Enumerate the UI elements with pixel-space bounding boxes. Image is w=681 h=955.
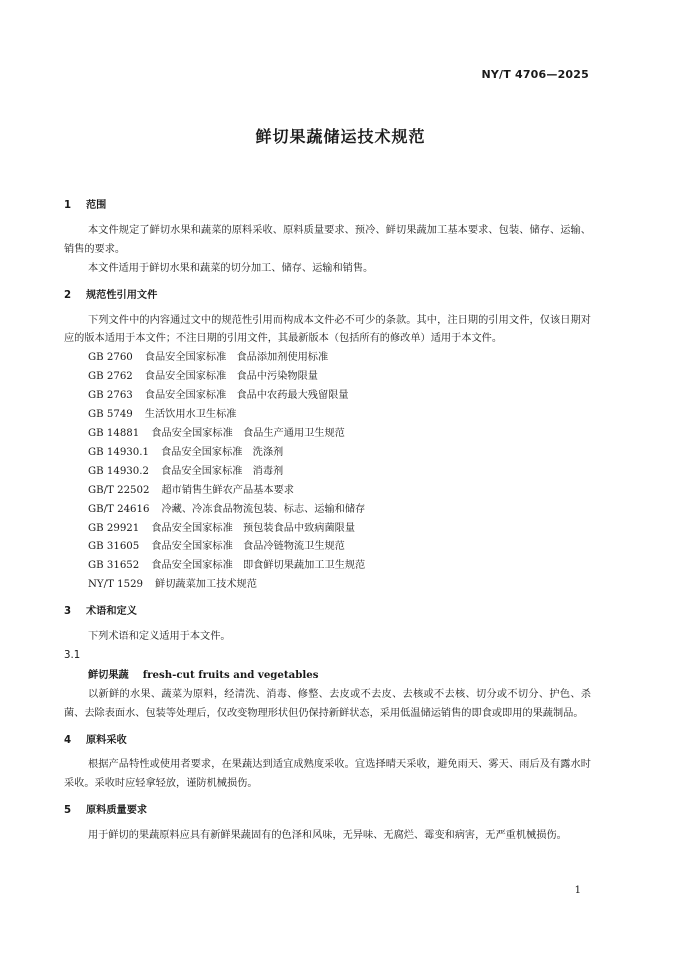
reference-code: GB 2763 — [88, 390, 133, 402]
section-title: 范围 — [86, 200, 107, 211]
paragraph: 下列术语和定义适用于本文件。 — [88, 631, 231, 643]
term-number: 3.1 — [64, 649, 81, 661]
reference-title: 冷藏、冷冻食品物流包装、标志、运输和储存 — [161, 503, 366, 515]
reference-item — [64, 557, 591, 576]
reference-item — [64, 406, 591, 425]
reference-item — [64, 463, 591, 482]
reference-item — [64, 387, 591, 406]
reference-title: 食品安全国家标准 食品添加剂使用标准 — [144, 352, 329, 364]
section-title: 规范性引用文件 — [86, 289, 158, 301]
term-english: fresh-cut fruits and vegetables — [142, 668, 319, 681]
section-title: 原料质量要求 — [86, 805, 148, 817]
document-title: 鲜切果蔬储运技术规范 — [255, 127, 426, 146]
reference-code: NY/T 1529 — [88, 579, 144, 591]
reference-title: 食品安全国家标准 食品冷链物流卫生规范 — [151, 541, 345, 553]
section-number: 3 — [64, 606, 72, 618]
reference-item — [64, 501, 591, 520]
section-title: 原料采收 — [86, 734, 127, 746]
reference-code: GB/T 24616 — [88, 503, 150, 515]
reference-title: 鲜切蔬菜加工技术规范 — [155, 579, 257, 591]
reference-item — [64, 538, 591, 557]
reference-code: GB 31605 — [88, 541, 140, 553]
reference-title: 生活饮用水卫生标准 — [144, 409, 237, 421]
section-5-heading — [64, 802, 591, 821]
section-2-heading — [64, 287, 591, 306]
reference-title: 食品安全国家标准 消毒剂 — [161, 465, 284, 477]
document-body — [64, 197, 591, 846]
reference-title: 食品安全国家标准 预包装食品中致病菌限量 — [151, 522, 356, 534]
term-chinese: 鲜切果蔬 — [88, 669, 129, 681]
reference-title: 食品安全国家标准 食品中农药最大残留限量 — [144, 390, 349, 402]
reference-title: 超市销售生鲜农产品基本要求 — [161, 484, 294, 496]
section-3-heading — [64, 603, 591, 622]
reference-code: GB 29921 — [88, 522, 140, 534]
section-number: 5 — [64, 805, 72, 817]
reference-item — [64, 425, 591, 444]
reference-item — [64, 482, 591, 501]
paragraph: 下列文件中的内容通过文中的规范性引用而构成本文件必不可少的条款。其中，注日期的引用文件，仅该日期对应的版本适用于本文件；不注日期的引用文件，其最新版本（包括所有的修改单）适用于本文件。 — [64, 314, 591, 345]
standard-number: NY/T 4706—2025 — [481, 68, 589, 81]
reference-list — [64, 349, 591, 595]
term-definition: 以新鲜的水果、蔬菜为原料，经清洗、消毒、修整、去皮或不去皮、去核或不去核、切分或不切分、护色、杀菌、去除表面水、包装等处理后，仅改变物理形状但仍保持新鲜状态，采用低温储运销售的即食或即用的果蔬制品。 — [64, 688, 591, 719]
reference-item — [64, 444, 591, 463]
section-number: 2 — [64, 289, 72, 301]
paragraph: 用于鲜切的果蔬原料应具有新鲜果蔬固有的色泽和风味，无异味、无腐烂、霉变和病害，无严重机械损伤。 — [88, 830, 567, 842]
reference-code: GB 14881 — [88, 427, 140, 439]
section-number: 4 — [64, 734, 72, 746]
reference-title: 食品安全国家标准 食品中污染物限量 — [144, 371, 318, 383]
reference-code: GB/T 22502 — [88, 484, 150, 496]
section-1-heading — [64, 197, 591, 216]
paragraph: 本文件规定了鲜切水果和蔬菜的原料采收、原料质量要求、预冷、鲜切果蔬加工基本要求、包装、储存、运输、销售的要求。 — [64, 224, 591, 255]
reference-code: GB 2762 — [88, 371, 133, 383]
reference-code: GB 2760 — [88, 352, 133, 364]
reference-item — [64, 349, 591, 368]
reference-item — [64, 520, 591, 539]
reference-title: 食品安全国家标准 食品生产通用卫生规范 — [151, 427, 345, 439]
reference-code: GB 14930.2 — [88, 465, 149, 477]
section-title: 术语和定义 — [86, 606, 137, 618]
reference-code: GB 14930.1 — [88, 446, 149, 458]
reference-item — [64, 576, 591, 595]
reference-title: 食品安全国家标准 洗涤剂 — [161, 446, 284, 458]
section-number: 1 — [64, 200, 72, 211]
term-heading — [64, 666, 591, 686]
reference-code: GB 5749 — [88, 409, 133, 421]
paragraph: 本文件适用于鲜切水果和蔬菜的切分加工、储存、运输和销售。 — [88, 262, 374, 274]
section-4-heading — [64, 732, 591, 751]
reference-item — [64, 368, 591, 387]
reference-code: GB 31652 — [88, 560, 140, 572]
reference-title: 食品安全国家标准 即食鲜切果蔬加工卫生规范 — [151, 560, 366, 572]
paragraph: 根据产品特性或使用者要求，在果蔬达到适宜成熟度采收。宜选择晴天采收，避免雨天、雾天、雨后及有露水时采收。采收时应轻拿轻放，谨防机械损伤。 — [64, 759, 591, 790]
page-number: 1 — [574, 885, 581, 896]
